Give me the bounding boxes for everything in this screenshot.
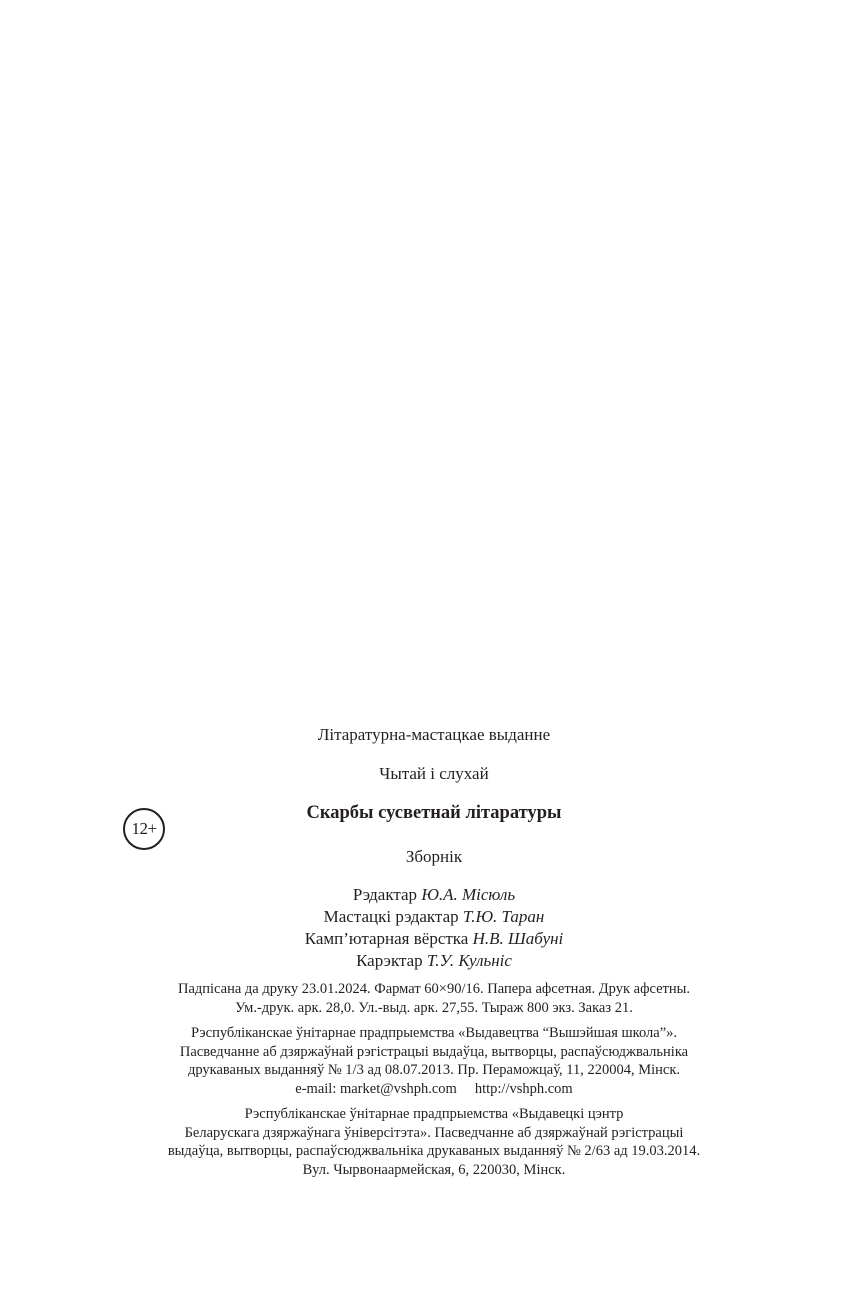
book-subtitle: Зборнік [405,847,463,866]
credit-name: Н.В. Шабуні [472,929,564,948]
printer-line-2: Беларускага дзяржаўнага ўніверсітэта». Пасведчанне аб дзяржаўнай рэгістрацыі [184,1125,684,1141]
print-info-line-1: Падпісана да друку 23.01.2024. Фармат 60×90/16. Папера афсетная. Друк афсетны. [177,981,691,997]
age-rating-badge: 12+ [123,808,165,850]
printer-line-1: Рэспубліканскае ўнітарнае прадпрыемства «Выдавецкі цэнтр [244,1106,624,1122]
credit-proofreader [0,952,868,969]
credit-name: Ю.А. Місюль [421,885,516,904]
print-info-line-2: Ум.-друк. арк. 28,0. Ул.-выд. арк. 27,55. Тыраж 800 экз. Заказ 21. [235,1000,633,1016]
book-title: Скарбы сусветнай літаратуры [306,803,562,823]
publisher-email: e-mail: market@vshph.com [295,1081,457,1097]
credit-layout [0,930,868,947]
credit-name: Т.Ю. Таран [462,907,545,926]
publisher-website: http://vshph.com [474,1081,573,1097]
credit-name: Т.У. Кульніс [426,951,512,970]
publisher-contacts [0,1082,868,1097]
printer-address: Вул. Чырвонаармейская, 6, 220030, Мінск. [302,1162,566,1178]
credit-art-editor [0,908,868,925]
publisher-line-1: Рэспубліканскае ўнітарнае прадпрыемства «Выдавецтва “Вышэйшая школа”». [190,1025,678,1041]
credit-role: Карэктар [356,951,423,970]
publisher-line-2: Пасведчанне аб дзяржаўнай рэгістрацыі выдаўца, вытворцы, распаўсюджвальніка [179,1044,689,1060]
genre-label: Літаратурна-мастацкае выданне [317,725,551,744]
credit-role: Камп’ютарная вёрстка [304,929,469,948]
printer-line-3: выдаўца, вытворцы, распаўсюджвальніка друкаваных выданняў № 2/63 ад 19.03.2014. [167,1143,701,1159]
publisher-line-3: друкаваных выданняў № 1/3 ад 08.07.2013. Пр. Пераможцаў, 11, 220004, Мінск. [187,1062,681,1078]
credit-editor [0,886,868,903]
credit-role: Рэдактар [352,885,418,904]
credit-role: Мастацкі рэдактар [323,907,459,926]
series-title: Чытай і слухай [379,764,489,783]
